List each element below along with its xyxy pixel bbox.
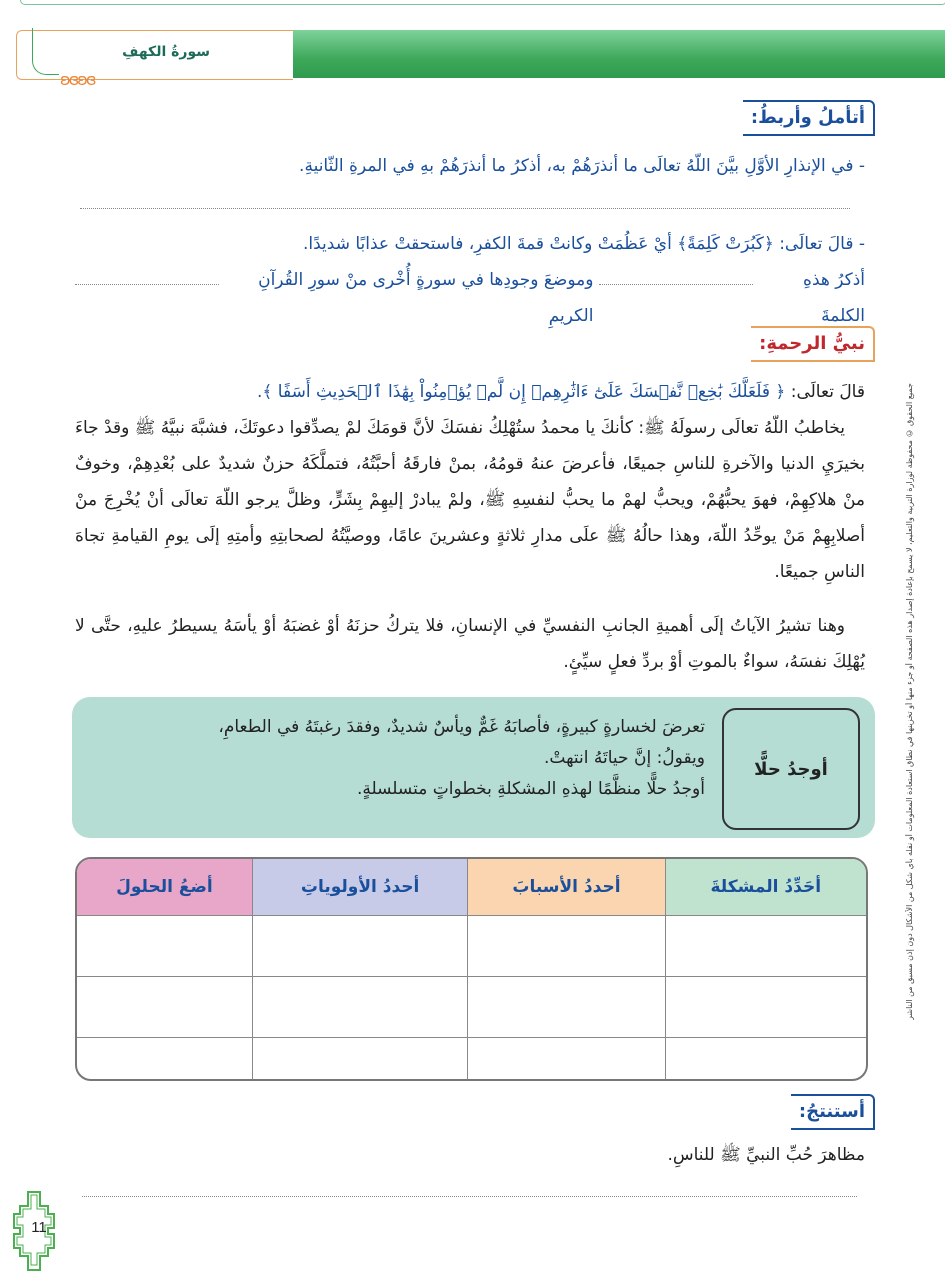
answer-cell[interactable] (467, 977, 664, 1038)
heading-conclude: أستنتجُ: (791, 1094, 875, 1130)
header-solutions: أضعُ الحلولَ (77, 859, 252, 916)
answer-cell[interactable] (665, 1038, 866, 1079)
header-identify-problem: أحَدِّدُ المشكلةَ (665, 859, 866, 916)
answer-cell[interactable] (665, 916, 866, 977)
answer-cell[interactable] (252, 977, 467, 1038)
answer-cell[interactable] (467, 916, 664, 977)
question-word-location (75, 262, 865, 334)
activity-line: ويقولُ: إنَّ حياتَهُ انتهتْ. (543, 748, 705, 768)
tag-curve-decoration (32, 28, 59, 75)
activity-text (85, 712, 705, 805)
conclude-prompt: مظاهرَ حُبِّ النبيِّ ﷺ للناسِ. (667, 1145, 865, 1165)
question-warning: - في الإنذارِ الأوَّلِ بيَّنَ اللّهُ تعالَى ما أنذرَهُمْ به، أذكرُ ما أنذرَهُمْ بهِ في المرةِ الثّانيةِ. (299, 156, 865, 176)
surah-name: سورةُ الكهفِ (122, 44, 210, 60)
top-border (20, 0, 945, 5)
heading-reflect-connect: أتأملُ وأربطُ: (743, 100, 875, 136)
answer-cell[interactable] (252, 916, 467, 977)
verse-intro: قالَ تعالَى: (790, 382, 865, 402)
header-banner (292, 30, 945, 78)
quran-verse: ﴿ فَلَعَلَّكَ بَٰخِعٞ نَّفۡسَكَ عَلَىٰٓ ءَاثَٰرِهِمۡ إِن لَّمۡ يُؤۡمِنُواْ بِهَٰذَا ٱلۡحَدِيثِ أَسَفًا ﴾. (257, 382, 786, 402)
paragraph-psychology: وهنا تشيرُ الآياتُ إلَى أهميةِ الجانبِ النفسيِّ في الإنسانِ، فلا يتركُ حزنَهُ أوْ غضبَهُ أوْ يأسَهُ يسيطرُ عليهِ، حتَّى لا يُهْلِكَ نفسَهُ، سواءٌ بالموتِ أوْ بردِّ فعلٍ سيِّئٍ. (75, 616, 865, 672)
answer-cell[interactable] (467, 1038, 664, 1079)
activity-line: أوجدُ حلًّا منظَّمًا لهذهِ المشكلةِ بخطواتٍ متسلسلةٍ. (356, 779, 705, 799)
answer-line[interactable] (82, 1196, 857, 1197)
ornament-icon: ʚɞʚɞ (60, 70, 95, 89)
answer-cell[interactable] (77, 916, 252, 977)
answer-cell[interactable] (665, 977, 866, 1038)
answer-cell[interactable] (252, 1038, 467, 1079)
answer-cell[interactable] (77, 977, 252, 1038)
page-number: 11 (31, 1219, 47, 1236)
header-identify-priorities: أحددُ الأولوياتِ (252, 859, 467, 916)
question-word: - قالَ تعالَى: ﴿كَبُرَتْ كَلِمَةً﴾ أيْ عَظُمَتْ وكانتْ قمةَ الكفرِ، فاستحقتْ عذابًا شديدًا. (303, 234, 865, 254)
paragraph-explanation: يخاطبُ اللّهُ تعالَى رسولَهُ ﷺ: كأنكَ يا محمدُ ستُهْلِكُ نفسَكَ لأنَّ قومَكَ لمْ يصدِّقوا دعوتَكَ، فشبَّهَ نبيَّهُ ﷺ وقدْ جاءَ بخيرَيِ الدنيا والآخرةِ للناسِ جميعًا، فأعرضَ عنهُ قومُهُ، بمنْ فارقَهُ أحبَّتُهُ، فتملَّكَهُ حزنٌ شديدٌ على بُعْدِهِمْ، وخوفٌ منْ هلاكِهِمْ، فهوَ يحبُّهُمْ، ويحبُّ لهمْ ما يحبُّ لنفسِهِ ﷺ، ولمْ يبادرْ إليهِمْ بِشَرٍّ، وظلَّ يرجو اللّهَ تعالَى أنْ يُخْرِجَ منْ أصلابِهِمْ مَنْ يوحِّدُ اللّهَ، وهذا حالُهُ ﷺ علَى مدارِ ثلاثةٍ وعشرينَ عامًا، ووصيَّتُهُ لصحابتِهِ وأمتِهِ إلَى يومِ القيامةِ تجاهَ الناسِ جميعًا. (75, 418, 865, 582)
activity-title: أوجدُ حلًّا (722, 708, 860, 830)
table-row (77, 977, 866, 1038)
prompt-location: وموضعَ وجودِها في سورةٍ أُخْرى منْ سورِ القُرآنِ الكريمِ (258, 270, 594, 326)
answer-blank-word[interactable] (599, 284, 752, 285)
answer-line[interactable] (80, 208, 850, 209)
copyright-notice: جميع الحقوق © محفوظة لوزارة التربية والتعليم، لا يسمح بإعادة إصدار هذه الصفحة أو جزء منها أو تخزينها في نطاق استعادة المعلومات أو نقله بأي شكل من الأشكال دون إذن مسبق من الناشر (905, 383, 914, 1020)
prompt-word: أذكرُ هذهِ الكلمةَ (803, 270, 865, 326)
activity-line: تعرضَ لخسارةٍ كبيرةٍ، فأصابَهُ غَمٌّ ويأسٌ شديدٌ، وفقدَ رغبتَهُ في الطعامِ، (218, 717, 705, 737)
table-row (77, 1038, 866, 1079)
problem-solving-table (75, 857, 868, 1081)
answer-cell[interactable] (77, 1038, 252, 1079)
table-row (77, 916, 866, 977)
answer-blank-location[interactable] (75, 284, 219, 285)
verse-line (75, 374, 865, 410)
heading-prophet-mercy: نبيُّ الرحمةِ: (751, 326, 875, 362)
header-identify-causes: أحددُ الأسبابَ (467, 859, 664, 916)
